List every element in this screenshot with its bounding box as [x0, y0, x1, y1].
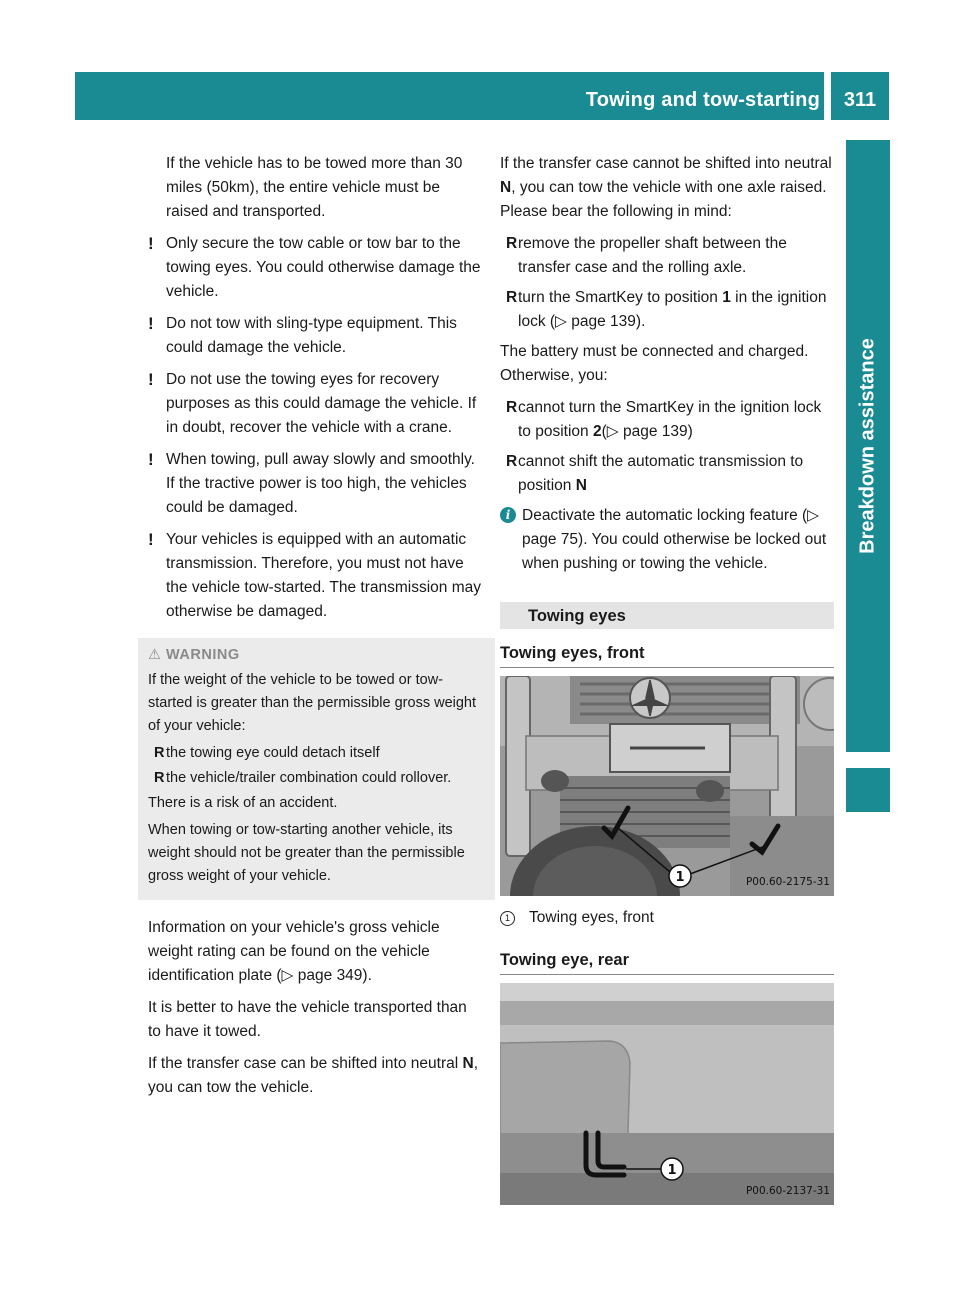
- note-text: Your vehicles is equipped with an automatic transmission. Therefore, you must not have the vehicle tow-started. The transmission may otherwise be damaged.: [166, 531, 482, 620]
- side-tab-label: Breakdown assistance: [856, 338, 879, 554]
- left-column: [148, 152, 481, 1108]
- warning-label: WARNING: [166, 647, 240, 663]
- bullet-text: the towing eye could detach itself: [166, 745, 380, 761]
- front-towing-eyes-photo: [500, 676, 834, 896]
- page-title: Towing and tow-starting: [585, 89, 820, 111]
- warning-heading: [148, 644, 483, 667]
- exclamation-icon: !: [148, 234, 154, 253]
- note-text: When towing, pull away slowly and smoothly. If the tractive power is too high, the vehicles could be damaged.: [166, 451, 475, 516]
- note-text: Do not tow with sling-type equipment. This could damage the vehicle.: [166, 315, 457, 356]
- position-n: N: [500, 179, 512, 196]
- position-n: N: [462, 1055, 474, 1072]
- warning-risk: There is a risk of an accident.: [148, 795, 338, 811]
- gvwr-paragraph: Information on your vehicle's gross vehicle weight rating can be found on the vehicle identification plate (▷ page 349).: [148, 919, 440, 984]
- exclamation-icon: !: [148, 314, 154, 333]
- list-item: [500, 450, 834, 498]
- caption-text: Towing eyes, front: [529, 909, 654, 926]
- front-bumper-illustration: [500, 676, 834, 896]
- photo-caption: [500, 906, 834, 930]
- bullet-icon: R: [154, 745, 165, 761]
- rear-callout-number: 1: [667, 1163, 677, 1178]
- list-item: [500, 396, 834, 444]
- text: , you can tow the vehicle.: [148, 1055, 479, 1096]
- key-position: 1: [722, 289, 731, 306]
- note-item: [148, 448, 481, 520]
- list-item: [500, 232, 834, 280]
- axle-paragraph: [500, 152, 834, 224]
- right-column: [500, 152, 834, 1215]
- list-item: [500, 286, 834, 334]
- note-item: [148, 368, 481, 440]
- callout-circle-icon: 1: [500, 911, 515, 926]
- bullet-text: the vehicle/trailer combination could rollover.: [166, 770, 452, 786]
- exclamation-icon: !: [148, 530, 154, 549]
- text: If the transfer case cannot be shifted into neutral: [500, 155, 832, 172]
- note-item: [148, 232, 481, 304]
- front-towing-eyes-heading: Towing eyes, front: [500, 629, 834, 668]
- text: , you can tow the vehicle with one axle raised. Please bear the following in mind:: [500, 179, 827, 220]
- rear-towing-eye-heading: Towing eye, rear: [500, 936, 834, 975]
- bullet-icon: R: [506, 399, 518, 416]
- rear-bumper-illustration: [500, 983, 834, 1205]
- note-text: Do not use the towing eyes for recovery purposes as this could damage the vehicle. If in doubt, recover the vehicle with a crane.: [166, 371, 477, 436]
- neutral-paragraph: [148, 1052, 481, 1100]
- photo-code: P00.60-2137-31: [745, 1185, 830, 1197]
- note-item: [148, 528, 481, 624]
- list-item: [148, 742, 483, 765]
- photo-code: P00.60-2175-31: [745, 876, 830, 888]
- warning-advice: When towing or tow-starting another vehicle, its weight should not be greater than the permissible gross weight of your vehicle.: [148, 822, 465, 884]
- side-tab-marker: [846, 768, 890, 812]
- bullet-text: cannot turn the SmartKey in the ignition lock to position: [518, 399, 822, 440]
- warning-box: [138, 638, 495, 900]
- rear-towing-eye-photo: [500, 983, 834, 1205]
- bullet-icon: R: [154, 770, 165, 786]
- battery-paragraph: The battery must be connected and charged. Otherwise, you:: [500, 343, 809, 384]
- bullet-text: remove the propeller shaft between the transfer case and the rolling axle.: [518, 235, 787, 276]
- transport-paragraph: It is better to have the vehicle transported than to have it towed.: [148, 999, 467, 1040]
- bullet-icon: R: [506, 289, 518, 306]
- intro-paragraph: If the vehicle has to be towed more than 30 miles (50km), the entire vehicle must be raised and transported.: [166, 155, 463, 220]
- bullet-text: turn the SmartKey to position: [518, 289, 723, 306]
- warning-intro: If the weight of the vehicle to be towed or tow-started is greater than the permissible gross weight of your vehicle:: [148, 672, 477, 734]
- list-item: [148, 767, 483, 790]
- bullet-text: in the ignition lock (▷ page 139).: [518, 289, 827, 330]
- exclamation-icon: !: [148, 370, 154, 389]
- bullet-text: cannot shift the automatic transmission to position: [518, 453, 804, 494]
- key-position: 2: [592, 423, 602, 440]
- transmission-position: N: [575, 477, 587, 494]
- bullet-text: (▷ page 139): [601, 423, 693, 440]
- note-text: Only secure the tow cable or tow bar to the towing eyes. You could otherwise damage the vehicle.: [166, 235, 481, 300]
- front-callout-number: 1: [675, 870, 685, 885]
- bullet-icon: R: [506, 453, 518, 470]
- warning-triangle-icon: ⚠: [148, 647, 162, 663]
- bullet-icon: R: [506, 235, 518, 252]
- note-item: [148, 312, 481, 360]
- text: If the transfer case can be shifted into neutral: [148, 1055, 463, 1072]
- info-text: Deactivate the automatic locking feature (▷ page 75). You could otherwise be locked out when pushing or towing the vehicle.: [522, 507, 827, 572]
- page-number: 311: [831, 72, 889, 120]
- exclamation-icon: !: [148, 450, 154, 469]
- section-heading: Towing eyes: [500, 602, 834, 629]
- header-separator: [826, 72, 829, 120]
- info-icon: i: [500, 507, 516, 523]
- info-note: [500, 504, 834, 576]
